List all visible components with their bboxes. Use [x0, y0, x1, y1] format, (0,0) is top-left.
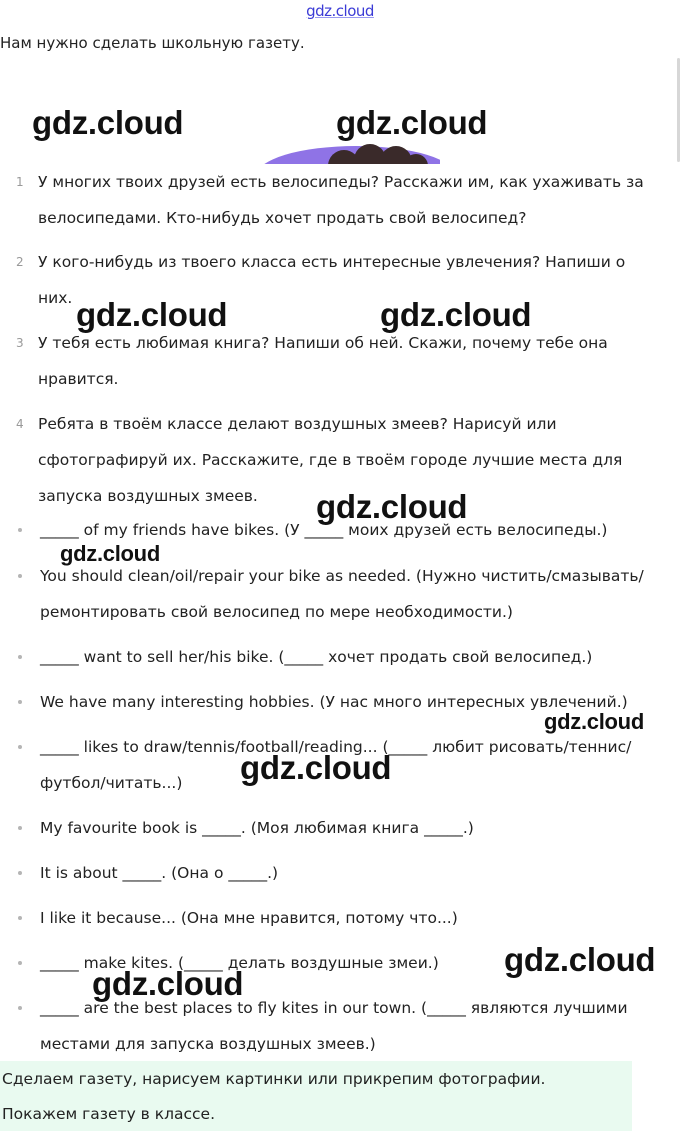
watermark: gdz.cloud	[316, 488, 468, 525]
phrase-text: We have many interesting hobbies. (У нас много интересных увлечений.)	[40, 693, 628, 711]
item-text: Ребята в твоём классе делают воздушных змеев? Нарисуй или сфотографируй их. Расскажите, где в твоём городе лучшие места для запуска воздушных змеев.	[38, 415, 623, 505]
illustration-image	[250, 140, 440, 164]
item-number: 4	[16, 417, 24, 431]
bullet-dot	[18, 1006, 22, 1010]
watermark: gdz.cloud	[76, 296, 228, 333]
bullet-dot	[18, 745, 22, 749]
bullet-dot	[18, 871, 22, 875]
top-watermark: gdz.cloud	[306, 2, 374, 20]
bullet-dot	[18, 916, 22, 920]
watermark: gdz.cloud	[60, 541, 160, 566]
summary-callout	[0, 1061, 632, 1131]
phrase-text: _____ are the best places to fly kites in our town. (_____ являются лучшими местами для запуска воздушных змеев.)	[40, 999, 628, 1053]
watermark: gdz.cloud	[504, 941, 656, 978]
item-text: У тебя есть любимая книга? Напиши об ней. Скажи, почему тебе она нравится.	[38, 334, 608, 388]
callout-line: Покажем газету в классе.	[2, 1105, 216, 1123]
bullet-dot	[18, 574, 22, 578]
watermark: gdz.cloud	[240, 749, 392, 786]
phrase-text: _____ of my friends have bikes. (У _____ моих друзей есть велосипеды.)	[40, 521, 608, 539]
item-number: 1	[16, 175, 24, 189]
intro-text: Нам нужно сделать школьную газету.	[0, 34, 305, 52]
item-text: У кого-нибудь из твоего класса есть интересные увлечения? Напиши о них.	[38, 253, 626, 307]
item-number: 3	[16, 336, 24, 350]
phrase-text: I like it because... (Она мне нравится, потому что...)	[40, 909, 458, 927]
item-number: 2	[16, 255, 24, 269]
phrase-text: _____ make kites. (_____ делать воздушные змеи.)	[40, 954, 439, 972]
watermark: gdz.cloud	[544, 709, 644, 734]
phrase-text: My favourite book is _____. (Моя любимая книга _____.)	[40, 819, 474, 837]
phrase-text: _____ likes to draw/tennis/football/reading... (_____ любит рисовать/теннис/ футбол/читать...)	[40, 738, 632, 792]
bullet-dot	[18, 700, 22, 704]
watermark: gdz.cloud	[32, 104, 184, 141]
watermark: gdz.cloud	[92, 965, 244, 1002]
bullet-dot	[18, 826, 22, 830]
phrase-text: It is about _____. (Она о _____.)	[40, 864, 279, 882]
phrase-text: _____ want to sell her/his bike. (_____ хочет продать свой велосипед.)	[40, 648, 593, 666]
bullet-dot	[18, 528, 22, 532]
bullet-dot	[18, 655, 22, 659]
watermark: gdz.cloud	[336, 104, 488, 141]
bullet-dot	[18, 961, 22, 965]
callout-line: Сделаем газету, нарисуем картинки или прикрепим фотографии.	[2, 1070, 546, 1088]
phrase-text: You should clean/oil/repair your bike as needed. (Нужно чистить/смазывать/ ремонтировать свой велосипед по мере необходимости.)	[40, 567, 644, 621]
item-text: У многих твоих друзей есть велосипеды? Расскажи им, как ухаживать за велосипедами. Кто-нибудь хочет продать свой велосипед?	[38, 173, 644, 227]
watermark: gdz.cloud	[380, 296, 532, 333]
